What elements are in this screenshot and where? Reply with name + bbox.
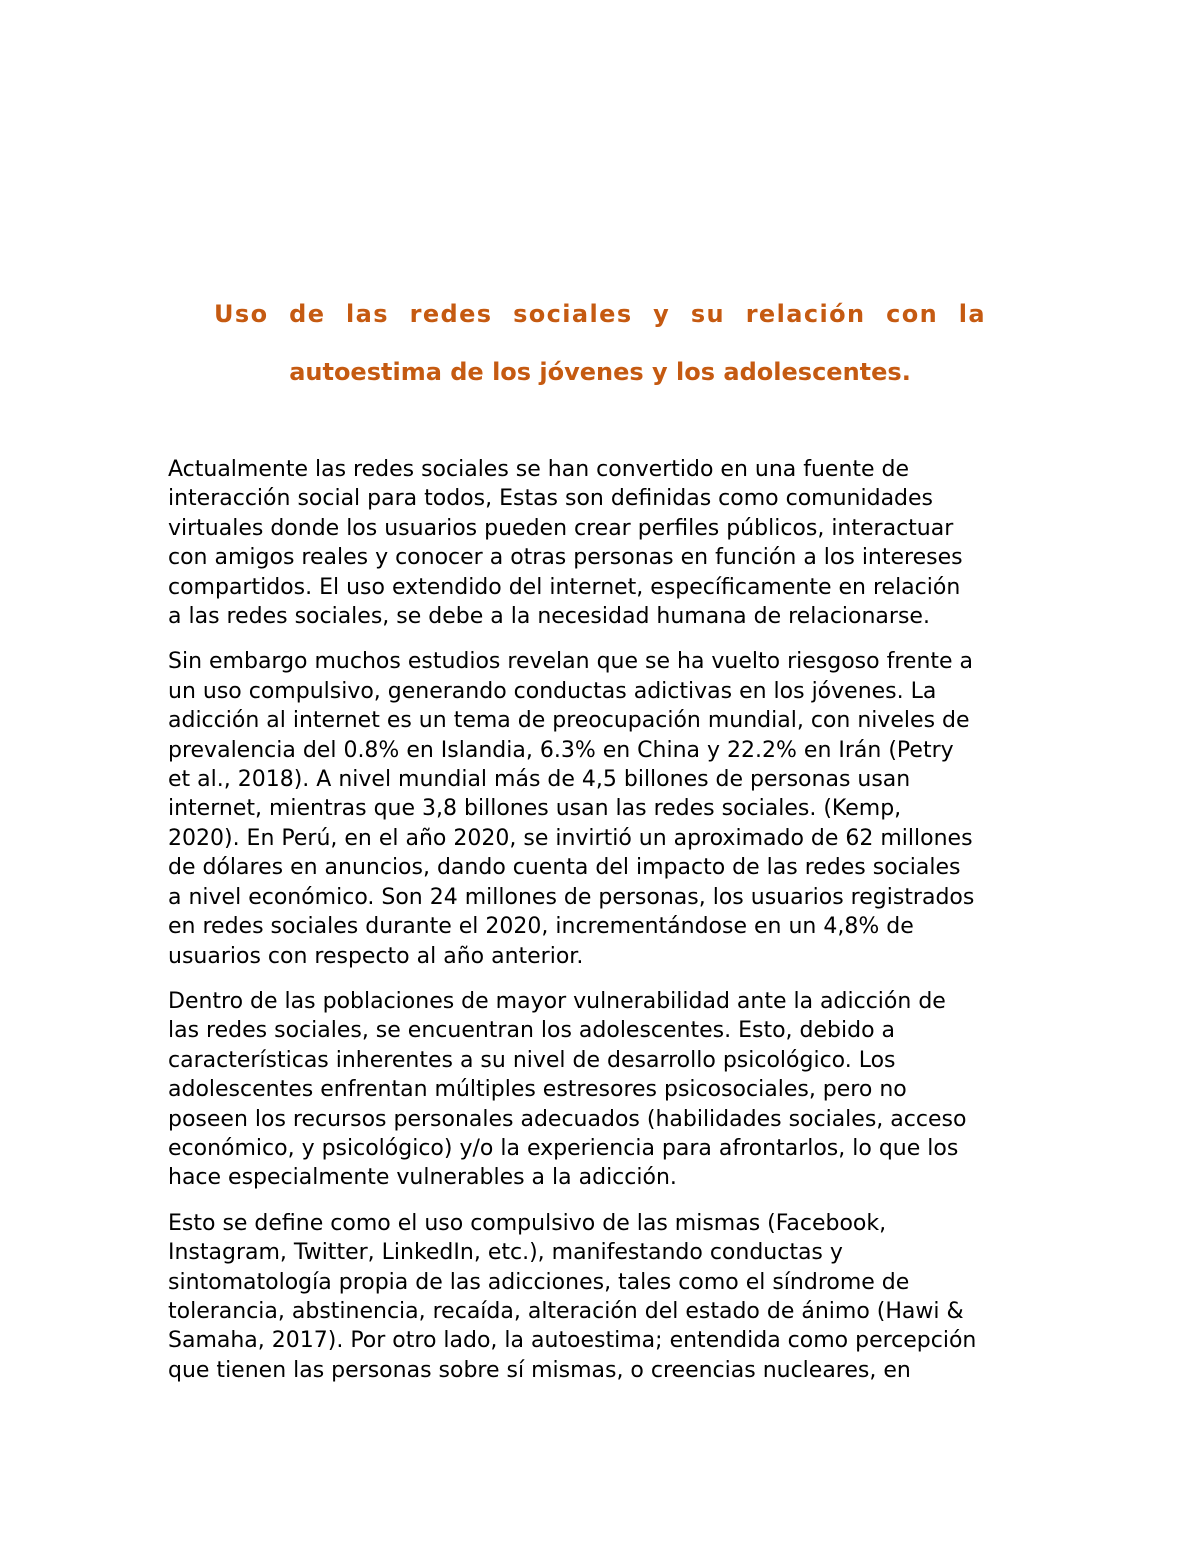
- paragraph-3: Dentro de las poblaciones de mayor vulnerabilidad ante la adicción de las redes sociales, se encuentran los adolescentes. Esto, debido a características inherentes a su nivel de desarrollo psicológico. Los adolescentes enfrentan múltiples estresores psicosociales, pero no poseen los recursos personales adecuados (habilidades sociales, acceso económico, y psicológico) y/o la experiencia para afrontarlos, lo que los hace especialmente vulnerables a la adicción.: [168, 988, 967, 1191]
- paragraph-1: Actualmente las redes sociales se han convertido en una fuente de interacción social para todos, Estas son definidas como comunidades virtuales donde los usuarios pueden crear perfiles públicos, interactuar con amigos reales y conocer a otras personas en función a los intereses compartidos. El uso extendido del internet, específicamente en relación a las redes sociales, se debe a la necesidad humana de relacionarse.: [168, 457, 963, 630]
- document-body: [168, 455, 1036, 1401]
- paragraph-2: Sin embargo muchos estudios revelan que se ha vuelto riesgoso frente a un uso compulsivo, generando conductas adictivas en los jóvenes. La adicción al internet es un tema de preocupación mundial, con niveles de prevalencia del 0.8% en Islandia, 6.3% en China y 22.2% en Irán (Petry et al., 2018). A nivel mundial más de 4,5 billones de personas usan internet, mientras que 3,8 billones usan las redes sociales. (Kemp, 2020). En Perú, en el año 2020, se invirtió un aproximado de 62 millones de dólares en anuncios, dando cuenta del impacto de las redes sociales a nivel económico. Son 24 millones de personas, los usuarios registrados en redes sociales durante el 2020, incrementándose en un 4,8% de usuarios con respecto al año anterior.: [168, 649, 975, 969]
- title-line-1: Uso de las redes sociales y su relación con la: [214, 300, 986, 328]
- title-line-2: autoestima de los jóvenes y los adolescentes.: [289, 358, 911, 386]
- paragraph-4: Esto se define como el uso compulsivo de las mismas (Facebook, Instagram, Twitter, LinkedIn, etc.), manifestando conductas y sintomatología propia de las adicciones, tales como el síndrome de tolerancia, abstinencia, recaída, alteración del estado de ánimo (Hawi & Samaha, 2017). Por otro lado, la autoestima; entendida como percepción que tienen las personas sobre sí mismas, o creencias nucleares, en: [168, 1210, 977, 1383]
- document-title: [214, 285, 986, 401]
